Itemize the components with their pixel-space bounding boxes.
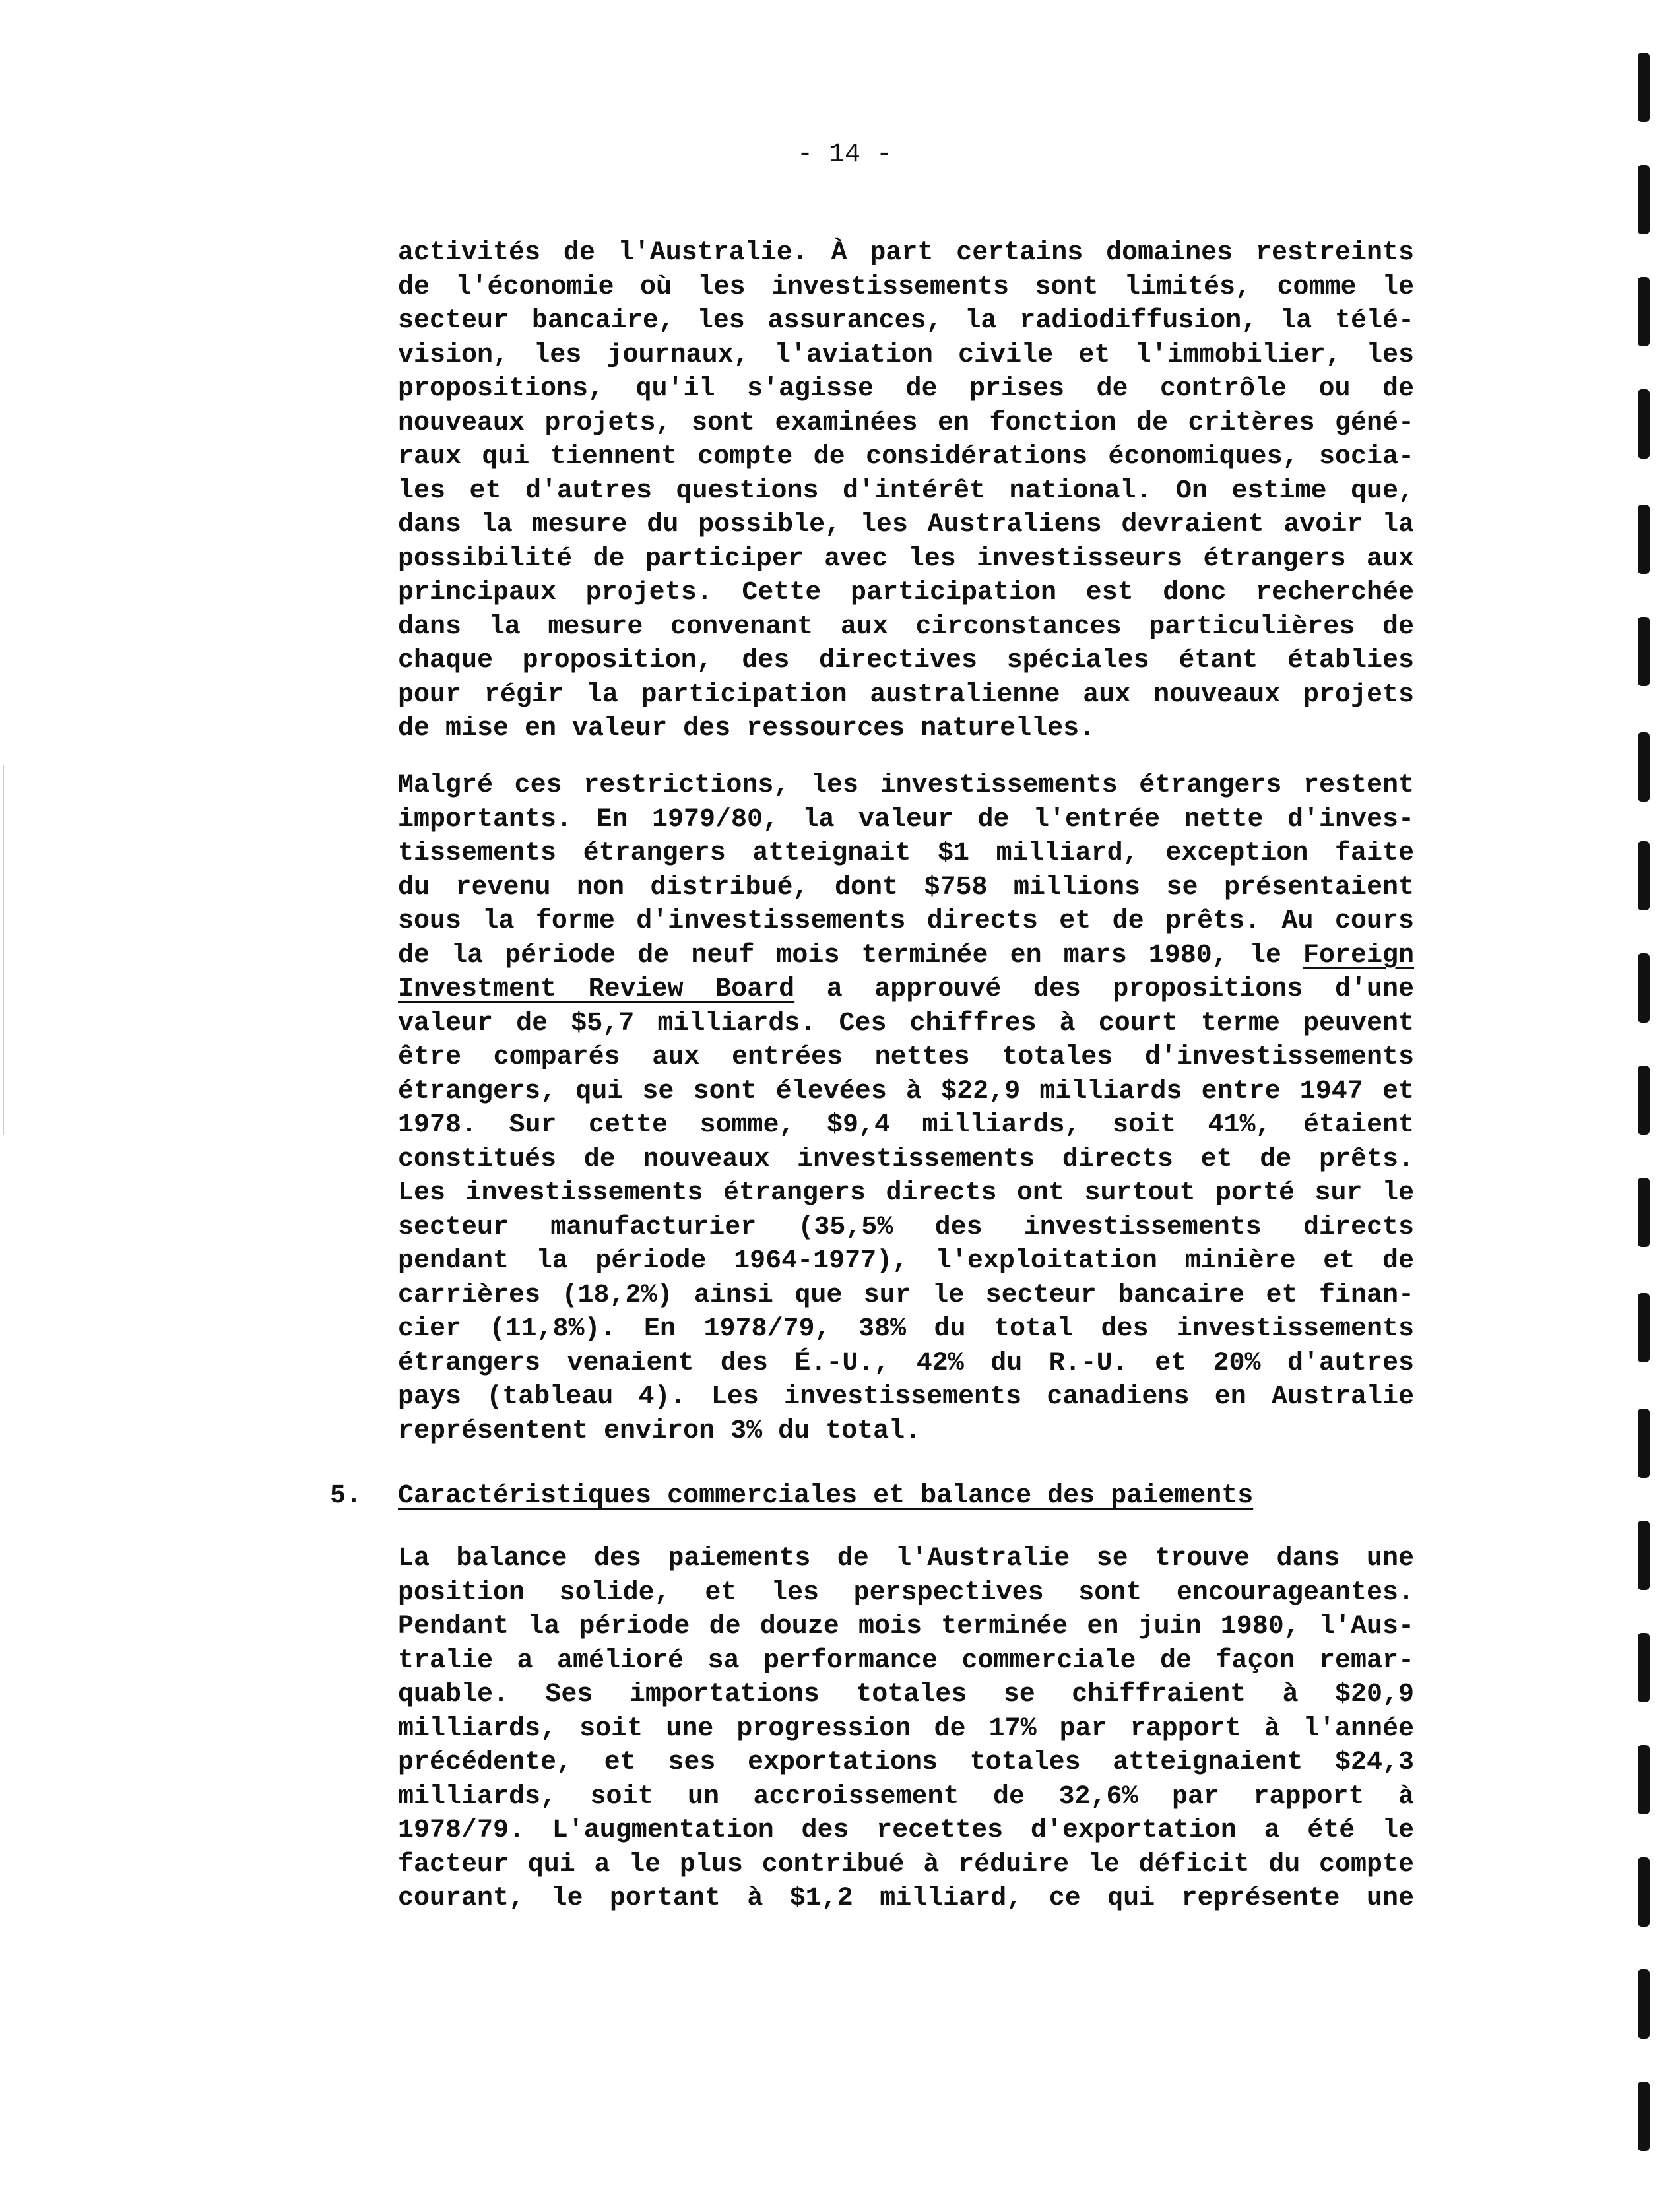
text-line: les et d'autres questions d'intérêt national. On estime que, [398,476,1414,506]
text-line: facteur qui a le plus contribué à réduire le déficit du compte [398,1849,1414,1880]
text-line: possibilité de participer avec les investisseurs étrangers aux [398,544,1414,574]
binder-mark [1638,1969,1650,2039]
paragraph-foreign-investment-policy [398,236,1414,746]
binder-mark [1638,53,1650,122]
binder-mark [1638,953,1650,1023]
page-number: - 14 - [796,140,893,170]
text-line: de l'économie où les investissements sont limités, comme le [398,272,1414,302]
text-line: dans la mesure du possible, les Australiens devraient avoir la [398,510,1414,540]
text-line: Malgré ces restrictions, les investissements étrangers restent [398,771,1414,800]
section-number: 5. [330,1481,362,1511]
text-segment: de la période de neuf mois terminée en mars 1980, le [398,940,1281,971]
text-line: quable. Ses importations totales se chiffraient à $20,9 [398,1680,1414,1709]
binder-mark [1638,165,1650,234]
binder-mark [1638,1178,1650,1247]
binder-mark [1638,1521,1650,1590]
text-line: valeur de $5,7 milliards. Ces chiffres à court terme peuvent [398,1008,1414,1038]
text-line: importants. En 1979/80, la valeur de l'entrée nette d'inves- [398,804,1414,835]
text-line: représentent environ 3% du total. [398,1416,921,1446]
paragraph-foreign-investment-flows [398,769,1414,1448]
binder-mark [1638,1857,1650,1927]
binder-mark [1638,389,1650,459]
text-line: pays (tableau 4). Les investissements canadiens en Australie [398,1382,1414,1412]
text-line: milliards, soit une progression de 17% par rapport à l'année [398,1713,1414,1744]
text-line: précédente, et ses exportations totales atteignaient $24,3 [398,1748,1414,1777]
underlined-term: Investment Review Board [398,974,795,1004]
binder-mark [1638,1409,1650,1478]
text-line: dans la mesure convenant aux circonstances particulières de [398,612,1414,642]
section-heading [330,1481,1253,1511]
text-line: tissements étrangers atteignait $1 milliard, exception faite [398,839,1414,868]
binder-mark [1638,732,1650,802]
text-line: courant, le portant à $1,2 milliard, ce qui représente une [398,1884,1414,1913]
text-line: milliards, soit un accroissement de 32,6% par rapport à [398,1781,1414,1812]
text-line-with-underline [398,939,1414,973]
text-line: 1978/79. L'augmentation des recettes d'exportation a été le [398,1816,1414,1845]
text-line: constitués de nouveaux investissements directs et de prêts. [398,1144,1414,1174]
text-line: Les investissements étrangers directs ont surtout porté sur le [398,1178,1414,1208]
scan-edge-line [3,765,4,1135]
text-line: activités de l'Australie. À part certains domaines restreints [398,238,1414,268]
text-line: de mise en valeur des ressources naturelles. [398,714,1095,744]
text-line: cier (11,8%). En 1978/79, 38% du total des investissements [398,1314,1414,1344]
section-title: Caractéristiques commerciales et balance des paiements [398,1481,1254,1511]
text-line: nouveaux projets, sont examinées en fonction de critères géné- [398,408,1414,438]
text-line: chaque proposition, des directives spéciales étant établies [398,646,1414,676]
text-line: position solide, et les perspectives sont encourageantes. [398,1578,1414,1608]
text-line: propositions, qu'il s'agisse de prises de contrôle ou de [398,374,1414,404]
text-line: secteur bancaire, les assurances, la radiodiffusion, la télé- [398,306,1414,336]
text-line: carrières (18,2%) ainsi que sur le secteur bancaire et finan- [398,1280,1414,1310]
text-line: sous la forme d'investissements directs et de prêts. Au cours [398,907,1414,936]
binder-mark [1638,1066,1650,1135]
text-segment: a approuvé des propositions d'une [826,974,1414,1004]
text-line: pendant la période 1964-1977), l'exploitation minière et de [398,1246,1414,1276]
text-line: secteur manufacturier (35,5% des investissements directs [398,1212,1414,1242]
text-line-with-underline [398,972,1414,1007]
text-line: étrangers venaient des É.-U., 42% du R.-U. et 20% d'autres [398,1348,1414,1378]
text-line: tralie a amélioré sa performance commerciale de façon remar- [398,1645,1414,1676]
text-line: pour régir la participation australienne aux nouveaux projets [398,680,1414,710]
text-line: du revenu non distribué, dont $758 millions se présentaient [398,872,1414,903]
binder-mark [1638,617,1650,686]
binder-mark [1638,1745,1650,1814]
binder-mark [1638,277,1650,346]
text-line: La balance des paiements de l'Australie se trouve dans une [398,1544,1414,1574]
text-line: 1978. Sur cette somme, $9,4 milliards, soit 41%, étaient [398,1110,1414,1140]
binder-mark [1638,505,1650,574]
binder-mark [1638,1293,1650,1362]
paragraph-balance-of-payments [398,1542,1414,1916]
underlined-term: Foreign [1303,940,1414,971]
text-line: raux qui tiennent compte de considérations économiques, socia- [398,442,1414,472]
text-line: vision, les journaux, l'aviation civile et l'immobilier, les [398,340,1414,370]
binder-mark [1638,841,1650,910]
text-line: être comparés aux entrées nettes totales d'investissements [398,1042,1414,1072]
binder-mark [1638,2082,1650,2151]
text-line: Pendant la période de douze mois terminée en juin 1980, l'Aus- [398,1612,1414,1641]
binder-mark [1638,1633,1650,1702]
text-line: étrangers, qui se sont élevées à $22,9 milliards entre 1947 et [398,1076,1414,1106]
text-line: principaux projets. Cette participation est donc recherchée [398,578,1414,608]
